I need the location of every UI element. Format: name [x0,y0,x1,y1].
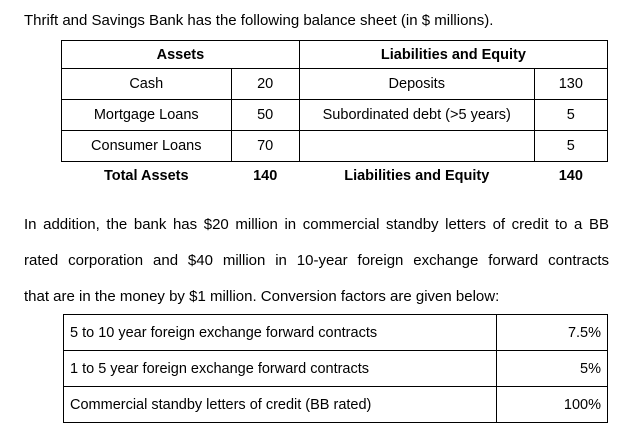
table-row [62,100,608,131]
conversion-factor: 7.5% [497,315,608,351]
instrument-label: Commercial standby letters of credit (BB rated) [64,387,497,423]
asset-label: Consumer Loans [62,131,232,162]
paragraph-line: In addition, the bank has $20 million in commercial standby letters of credit to a BB [24,216,609,233]
total-liabilities-value: 140 [558,168,583,184]
asset-label: Mortgage Loans [62,100,232,131]
total-row [62,162,608,191]
paragraph-line: that are in the money by $1 million. Conversion factors are given below: [24,288,500,305]
table-row [62,69,608,100]
asset-value: 50 [231,100,299,131]
description-paragraph [24,207,609,315]
table-row [64,315,608,351]
conversion-factors-table [63,314,608,423]
asset-label: Cash [62,69,232,100]
intro-text: Thrift and Savings Bank has the following balance sheet (in $ millions). [24,12,494,29]
conversion-factor: 5% [497,351,608,387]
total-liabilities-label: Liabilities and Equity [344,168,490,184]
liabilities-header: Liabilities and Equity [299,41,607,69]
liability-value: 5 [534,100,607,131]
table-row [64,387,608,423]
balance-sheet-table [61,40,608,190]
instrument-label: 1 to 5 year foreign exchange forward contracts [64,351,497,387]
total-assets-label: Total Assets [103,168,189,184]
asset-value: 70 [231,131,299,162]
paragraph-line: rated corporation and $40 million in 10-year foreign exchange forward contracts [24,252,609,269]
total-assets-value: 140 [253,168,278,184]
liability-value: 130 [534,69,607,100]
asset-value: 20 [231,69,299,100]
liability-label [299,131,534,162]
table-row [64,351,608,387]
liability-label: Deposits [299,69,534,100]
assets-header: Assets [62,41,300,69]
table-header-row [62,41,608,69]
conversion-factor: 100% [497,387,608,423]
instrument-label: 5 to 10 year foreign exchange forward contracts [64,315,497,351]
table-row [62,131,608,162]
liability-label: Subordinated debt (>5 years) [299,100,534,131]
liability-value: 5 [534,131,607,162]
